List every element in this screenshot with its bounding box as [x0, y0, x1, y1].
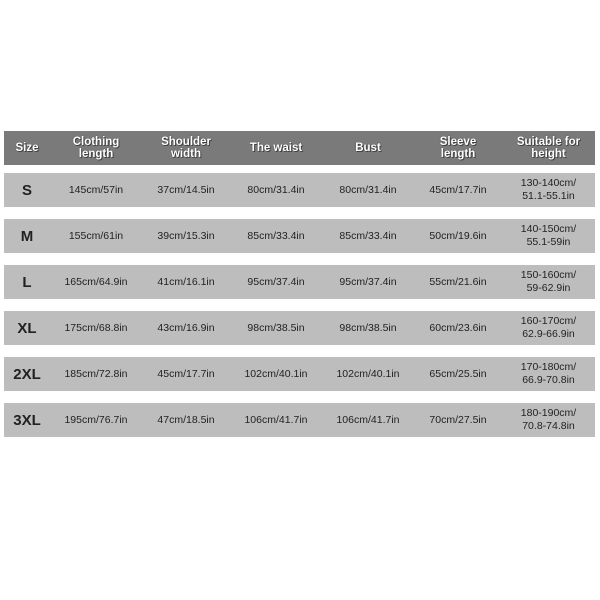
suitable-height-value — [502, 407, 595, 433]
height-range-cm: 130-140cm/ — [520, 177, 577, 189]
height-range-in: 59-62.9in — [526, 282, 571, 294]
bust-value: 85cm/33.4in — [339, 230, 397, 242]
size-label: L — [22, 273, 32, 291]
header-sleeve-length: Sleeve length — [439, 136, 477, 160]
size-chart-table — [4, 131, 595, 437]
shoulder-width-value: 45cm/17.7in — [157, 368, 215, 380]
height-range-cm: 170-180cm/ — [520, 361, 577, 373]
table-row — [4, 173, 595, 207]
sleeve-length-value: 55cm/21.6in — [429, 276, 487, 288]
header-bust: Bust — [355, 142, 381, 154]
table-header-row — [4, 131, 595, 165]
height-range-in: 70.8-74.8in — [522, 420, 575, 432]
clothing-length-value: 145cm/57in — [68, 184, 124, 196]
header-suitable-height: Suitable for height — [516, 136, 581, 160]
height-range-cm: 140-150cm/ — [520, 223, 577, 235]
height-range-cm: 180-190cm/ — [520, 407, 577, 419]
bust-value: 106cm/41.7in — [336, 414, 400, 426]
suitable-height-value — [502, 315, 595, 341]
table-row — [4, 265, 595, 299]
clothing-length-value: 195cm/76.7in — [64, 414, 128, 426]
sleeve-length-value: 45cm/17.7in — [429, 184, 487, 196]
bust-value: 98cm/38.5in — [339, 322, 397, 334]
size-label: S — [21, 181, 32, 199]
shoulder-width-value: 43cm/16.9in — [157, 322, 215, 334]
size-label: 2XL — [13, 365, 41, 383]
waist-value: 95cm/37.4in — [247, 276, 305, 288]
header-size: Size — [15, 142, 39, 154]
suitable-height-value — [502, 269, 595, 295]
clothing-length-value: 165cm/64.9in — [64, 276, 128, 288]
sleeve-length-value: 50cm/19.6in — [429, 230, 487, 242]
waist-value: 102cm/40.1in — [244, 368, 308, 380]
height-range-cm: 150-160cm/ — [520, 269, 577, 281]
waist-value: 80cm/31.4in — [247, 184, 305, 196]
table-row — [4, 357, 595, 391]
header-clothing-length: Clothing length — [72, 136, 120, 160]
size-label: M — [20, 227, 34, 245]
header-shoulder-width: Shoulder width — [161, 136, 211, 160]
height-range-in: 62.9-66.9in — [522, 328, 575, 340]
sleeve-length-value: 70cm/27.5in — [429, 414, 487, 426]
suitable-height-value — [502, 361, 595, 387]
shoulder-width-value: 37cm/14.5in — [157, 184, 215, 196]
suitable-height-value — [502, 223, 595, 249]
shoulder-width-value: 39cm/15.3in — [157, 230, 215, 242]
table-row — [4, 219, 595, 253]
suitable-height-value — [502, 177, 595, 203]
height-range-in: 55.1-59in — [526, 236, 571, 248]
clothing-length-value: 155cm/61in — [68, 230, 124, 242]
sleeve-length-value: 65cm/25.5in — [429, 368, 487, 380]
waist-value: 85cm/33.4in — [247, 230, 305, 242]
table-row — [4, 403, 595, 437]
height-range-in: 51.1-55.1in — [522, 190, 575, 202]
height-range-cm: 160-170cm/ — [520, 315, 577, 327]
bust-value: 102cm/40.1in — [336, 368, 400, 380]
bust-value: 80cm/31.4in — [339, 184, 397, 196]
clothing-length-value: 175cm/68.8in — [64, 322, 128, 334]
clothing-length-value: 185cm/72.8in — [64, 368, 128, 380]
height-range-in: 66.9-70.8in — [522, 374, 575, 386]
sleeve-length-value: 60cm/23.6in — [429, 322, 487, 334]
size-label: XL — [17, 319, 37, 337]
bust-value: 95cm/37.4in — [339, 276, 397, 288]
size-label: 3XL — [13, 411, 41, 429]
shoulder-width-value: 47cm/18.5in — [157, 414, 215, 426]
waist-value: 98cm/38.5in — [247, 322, 305, 334]
waist-value: 106cm/41.7in — [244, 414, 308, 426]
shoulder-width-value: 41cm/16.1in — [157, 276, 215, 288]
table-row — [4, 311, 595, 345]
header-waist: The waist — [249, 142, 303, 154]
